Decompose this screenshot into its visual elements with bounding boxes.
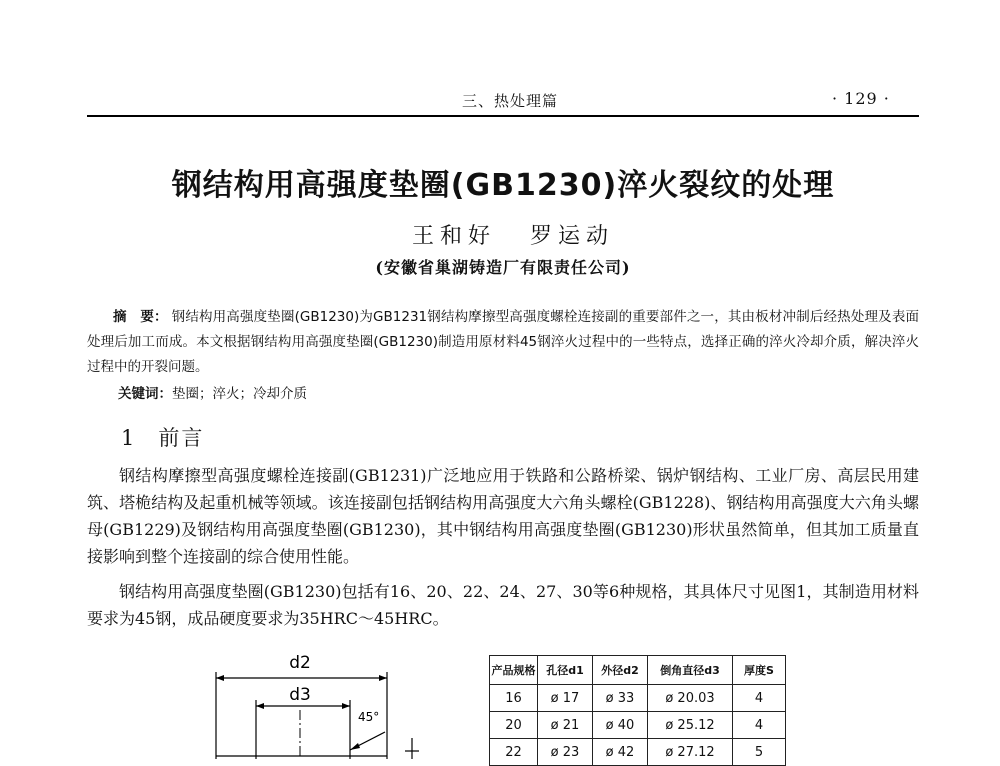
table-cell: 16 [490, 685, 538, 712]
table-cell: 4 [733, 685, 786, 712]
table-cell: ø 21 [538, 712, 593, 739]
table-cell: ø 33 [593, 685, 648, 712]
d3-arrow-left [256, 703, 264, 709]
header-d2: 外径d2 [593, 656, 648, 685]
keywords-text: 垫圈；淬火；冷却介质 [172, 386, 307, 402]
body-paragraph-2: 钢结构用高强度垫圈(GB1230)包括有16、20、22、24、27、30等6种规格，其具体尺寸见图1，其制造用材料要求为45钢，成品硬度要求为35HRC～45HRC。 [87, 582, 919, 628]
chamfer-arrow [350, 743, 360, 750]
table-row [490, 739, 786, 766]
label-d2: d2 [289, 653, 311, 673]
author-1: 王和好 [412, 224, 497, 249]
section-heading [121, 422, 204, 452]
table-cell: 20 [490, 712, 538, 739]
author-2: 罗运动 [530, 224, 615, 249]
page-number: · 129 · [832, 89, 890, 108]
table-cell: 22 [490, 739, 538, 766]
table-cell: 5 [733, 739, 786, 766]
affiliation: (安徽省巢湖铸造厂有限责任公司) [375, 258, 631, 277]
table-row [490, 685, 786, 712]
d2-arrow-left [216, 675, 224, 681]
table-cell: ø 42 [593, 739, 648, 766]
label-d3: d3 [289, 685, 311, 705]
table-cell: ø 40 [593, 712, 648, 739]
header-s: 厚度S [733, 656, 786, 685]
header-rule [87, 115, 919, 117]
d2-arrow-right [379, 675, 387, 681]
abstract [87, 305, 919, 380]
washer-dimension-figure [200, 650, 450, 759]
table-header-row [490, 656, 786, 685]
keywords-label: 关键词： [118, 386, 172, 402]
abstract-label: 摘 要： [113, 309, 168, 325]
label-angle: 45° [358, 710, 380, 724]
table-cell: 4 [733, 712, 786, 739]
header-d1: 孔径d1 [538, 656, 593, 685]
table-row [490, 712, 786, 739]
section-number: 1 [121, 426, 137, 450]
table-cell: ø 23 [538, 739, 593, 766]
table-cell: ø 27.12 [648, 739, 733, 766]
running-header-section: 三、热处理篇 [461, 92, 558, 110]
header-d3: 倒角直径d3 [648, 656, 733, 685]
table-cell: ø 17 [538, 685, 593, 712]
section-title: 前言 [158, 426, 205, 450]
table-cell: ø 20.03 [648, 685, 733, 712]
keywords [118, 382, 307, 402]
dimension-table [489, 655, 786, 766]
table-cell: ø 25.12 [648, 712, 733, 739]
paper-title: 钢结构用高强度垫圈(GB1230)淬火裂纹的处理 [171, 168, 835, 203]
d3-arrow-right [342, 703, 350, 709]
body-paragraph-1: 钢结构摩擦型高强度螺栓连接副(GB1231)广泛地应用于铁路和公路桥梁、锅炉钢结构、工业厂房、高层民用建筑、塔桅结构及起重机械等领域。该连接副包括钢结构用高强度大六角头螺栓(GB1228)、钢结构用高强度大六角头螺母(GB1229)及钢结构用高强度垫圈(GB1230)，其中钢结构用高强度垫圈(GB1230)形状虽然简单，但其加工质量直接影响到整个连接副的综合使用性能。 [87, 466, 919, 566]
abstract-text: 钢结构用高强度垫圈(GB1230)为GB1231钢结构摩擦型高强度螺栓连接副的重要部件之一，其由板材冲制后经热处理及表面处理后加工而成。本文根据钢结构用高强度垫圈(GB1230)制造用原材料45钢淬火过程中的一些特点，选择正确的淬火冷却介质，解决淬火过程中的开裂问题。 [87, 309, 919, 375]
header-spec: 产品规格 [490, 656, 538, 685]
